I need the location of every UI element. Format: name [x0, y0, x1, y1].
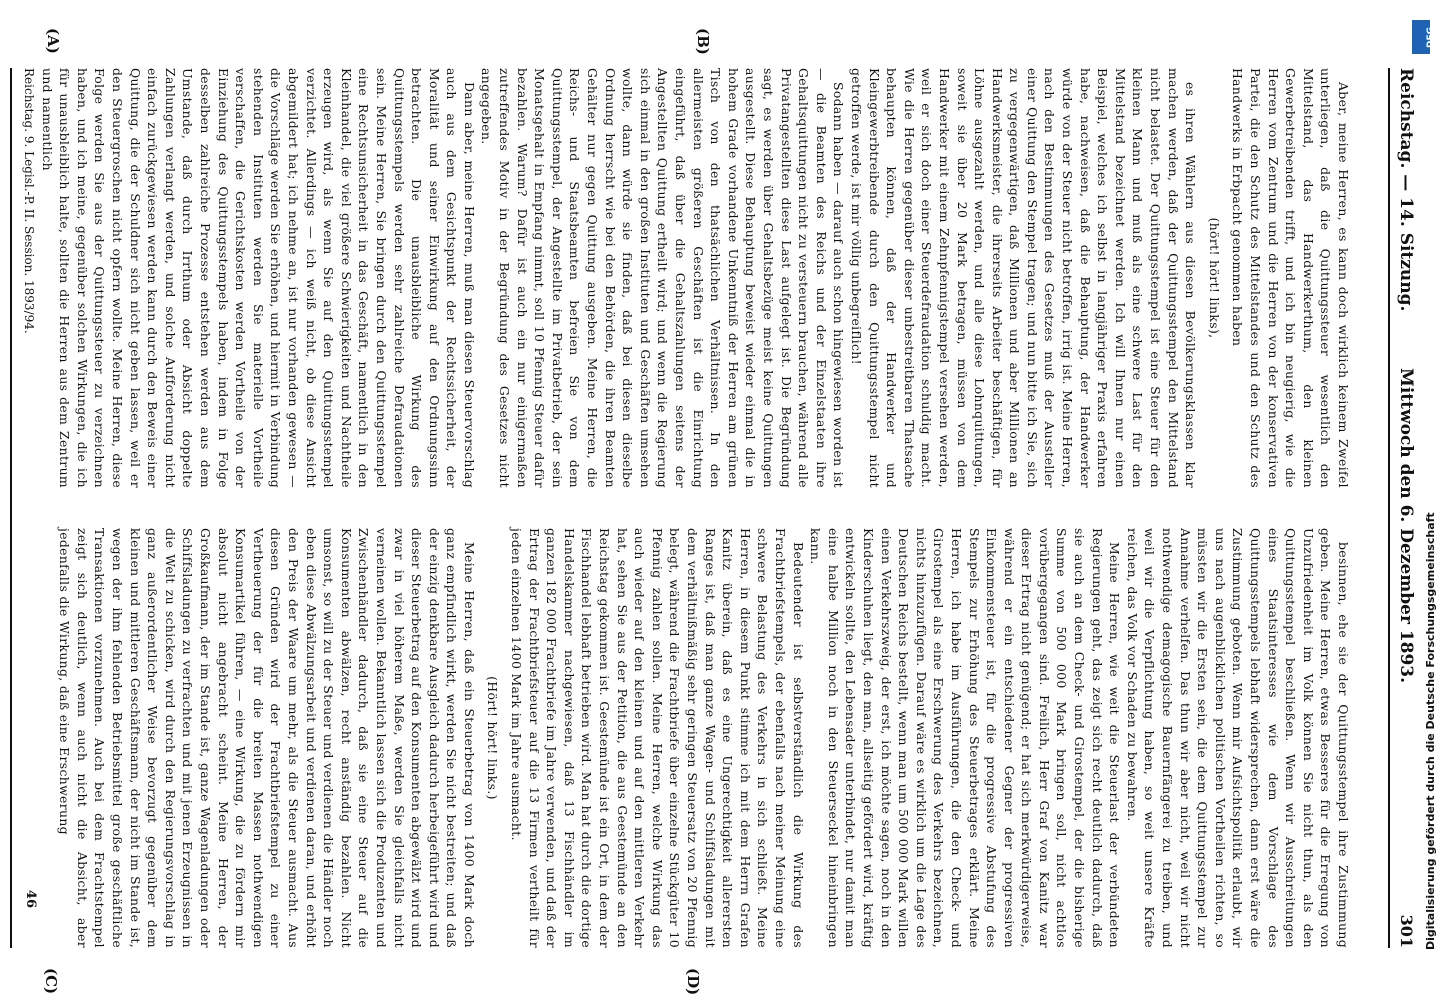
footer-sheet-number: 46: [23, 889, 38, 908]
header-date: Mittwoch den 6. Dezember 1893.: [1396, 368, 1416, 684]
interjection: (hört! hört! links),: [1206, 217, 1222, 339]
right-column: [42, 528, 1352, 948]
paragraph: Meine Herren, wie weit die Steuerlast der verbündeten Regierungen geht, das zeigt sich recht deutlich dadurch, daß sie auch an dem Check- und Girostempel, der die bisherige Summe von 500 000 Mark bringen soll, nicht achtlos vorübergegangen sind. Freilich, Herr Graf von Kanitz war dieser Ertrag nicht genügend; er hat sich merkwürdigerweise, während er ein entschiedener Gegner der progressiven Einkommensteuer ist, für die progressive Abstufung des Stempels zur Erhöhung des Steuerbetrages erklärt. Meine Herren, ich habe im Ausführungen, die den Check- und Girostempel als eine Erschwerung des Verkehrs bezeichnen, nichts hinzuzufügen. Darauf wäre es wirklich um die Lage des Deutschen Reichs bestellt, wenn man um 500 000 Mark willen einen Verkehrszweig, der erst, ich möchte sagen, noch in den Kinderschuhen liegt, den man, allseitig gefördert wird, kräftig entwickeln sollte, den Lebensader unterbindet, nur damit man eine halbe Million noch in den Steuerseckel hineinbringen kann.: [808, 528, 1123, 948]
paragraph: es ihren Wählern aus diesen Bevölkerungsklassen klar machen werden, daß der Quittungsstempel den Mittelstand nicht belastet. Der Quittungsstempel ist eine Steuer für den kleinen Mann und muß als eine schwere Last für den Mittelstand bezeichnet werden. Ich will Ihnen nur einen Beispiel, welches ich selbst in langjähriger Praxis erfahren habe, nachweisen, daß die Behauptung, der Handwerker würde von der Steuer nicht betroffen, irrig ist. Meine Herren, nach den Bestimmungen des Gesetzes muß der Aussteller einer Quittung den Stempel tragen; und nun bitte ich Sie, sich zu vergegenwärtigen, daß Millionen und aber Millionen an Handwerksmeister, die ihrerseits Arbeiter beschäftigen, für Löhne ausgezahlt werden, und alle diese Lohnquittungen, soweit sie über 20 Mark betragen, müssen von dem Handwerker mit einem Zehnpfennigstempel versehen werden, weil er sich doch einer Steuerdefraudation schuldig macht. Wie die Herren gegenüber dieser unbestreitbaren Thatsache behaupten können, daß der Handwerker und Kleingewerbtreibende durch den Quittungsstempel nicht getroffen werde, ist mir völlig unbegreiflich!: [848, 68, 1199, 488]
digitization-credit: Digitalisierung gefördert durch die Deutsche Forschungsgemeinschaft: [1424, 512, 1437, 950]
paragraph: Bedeutender ist selbstverständlich die Wirkung des Frachtbriefstempels, der ebenfalls nach meiner Meinung eine schwere Belastung des Verkehrs in sich schließt. Meine Herren, in diesem Punkt stimme ich mit dem Herrn Grafen Kanitz überein, daß es eine Ungerechtigkeit allerersten Ranges ist, daß man ganze Wagen- und Schiffsladungen mit dem verhältnißmäßig sehr geringen Steuersatz von 20 Pfennig belegt, während die Frachtbriefe über einzelne Stückgüter 10 Pfennig zahlen sollen. Meine Herren, welche Wirkung das auch wieder auf den kleinen und auf den mittleren Verkehr hat, sehen Sie aus der Petition, die aus Geestemünde an den Reichstag gekommen ist. Geestemünde ist ein Ort, in dem der Fischhandel lebhaft betrieben wird. Man hat durch die dortige Handelskammer nachgewiesen, daß 13 Fischhändler im ganzen 182 000 Frachtbriefe im Jahre verwenden, und daß der Ertrag der Frachtbriefsteuer auf die 13 Firmen vertheilt für jeden einzelnen 1400 Mark im Jahre ausmacht.: [509, 528, 806, 948]
margin-mark-b: (B): [694, 28, 712, 55]
digitization-sidebar: [1410, 20, 1437, 960]
paragraph: Aber, meine Herren, es kann doch wirklich keinem Zweifel unterliegen, daß die Quittungssteuer wesentlich den Mittelstand, das Handwerkerthum, den kleinen Gewerbetreibenden trifft, und ich bin neugierig, wie die Herren vom Zentrum und die Herren von der konservativen Partei, die den Schutz des Mittelstandes und den Schutz des Handwerks in Erbpacht genommen haben: [1230, 68, 1351, 488]
paragraph: Meine Herren, daß ein Steuerbetrag von 1400 Mark doch ganz empfindlich wirkt, werden Sie nicht bestreiten; und daß der einzig denkbare Ausgleich dadurch herbeigeführt wird und dieser Steuerbetrag auf den Konsumenten abgewälzt wird und zwar in viel höherem Maße, werden Sie gleichfalls nicht verneinen wollen. Bekanntlich lassen sich die Produzenten und Zwischenhändler dadurch, daß sie eine Steuer auf die Konsumenten abwälzen, recht anständig bezahlen. Nicht umsonst, so will zu der Steuer und verdienen die Händler noch eben diese Abwälzungsarbeit und verdienen daran, und erhöht den Preis der Waare um mehr, als die Steuer ausmacht. Aus diesen Gründen wird der Frachtbriefstempel zu einer Vertheuerung der für die breiten Massen nothwendigen Konsumartikel führen, — eine Wirkung, die zu fördern mir absolut nicht angebracht scheint. Meine Herren, der Großkaufmann, der im Stande ist, ganze Wagenladungen oder Schiffsladungen zu verfrachten und mit jenen Erzeugnissen in die Welt zu schicken, wird durch den Regierungsvorschlag in ganz außerordentlicher Weise bevorzugt gegenüber dem kleinen und mittleren Geschäftsmann, der nicht im Stande ist, wegen der ihm fehlenden Betriebsmittel große geschäftliche Transaktionen vorzunehmen. Auch bei dem Frachtstempel zeigt sich deutlich, wenn auch nicht die Absicht, aber jedenfalls die Wirkung, daß eine Erschwerung: [57, 528, 477, 948]
paragraph: besinnen, ehe sie der Quittungsstempel ihre Zustimmung geben. Meine Herren, etwas Besseres für die Erregung von Unzufriedenheit im Volk können Sie nicht thun, als den Quittungsstempel beschließen. Wenn wir Ausschreitungen eines Staatsinteresses wie dem Vorschlage des Quittungsstempels lebhaft widersprechen, dann erst wäre die Zustimmung geboten. Wenn mir Aufsichtspolitik erlaubt, wir uns nach augenblicklichen politischen Vortheilen richten, so müssten wir die Ersten sein, die dem Quittungsstempel zur Annahme verhelfen. Das thun wir aber nicht, weil wir nicht nothwendige demagogische Bauernfängerei zu treiben, und weil wir die Verpflichtung haben, so weit unsere Kräfte reichen, das Volk vor Schaden zu bewahren.: [1124, 528, 1351, 948]
paragraph: Dann aber, meine Herren, muß man diesen Steuervorschlag auch aus dem Gesichtspunkt der Rechtssicherheit, der Moralität und seiner Einwirkung auf den Ordnungssinn betrachten. Die unausbleibliche Wirkung des Quittungsstempels werden sehr zahlreiche Defraudationen sein. Meine Herren, Sie bringen durch den Quittungsstempel eine Rechtsunsicherheit in das Geschäft, namentlich in den Kleinhandel, die viel größere Schwierigkeiten und Nachtheile erzeugen wird, als wenn Sie auf den Quittungsstempel verzichtet. Allerdings — ich weiß nicht, ob diese Ansicht abgemildert hat; ich nehme an, ist nur vorhanden gewesen — die Vorschläge werden Sie erhöhen, und hiermit in Verbindung stehenden Instituten werden Sie materielle Vortheile verschaffen, die Gerichtskosten werden Vortheile von der Einziehung des Quittungsstempels haben, indem in Folge desselben zahlreiche Prozesse entstehen werden aus dem Umstande, daß durch Irrthum oder Absicht doppelte Zahlungen verlangt werden, und solche Aufforderung nicht einfach zurückgewiesen werden kann durch den Beweis einer Quittung, die der Schuldner sich nicht geben lassen, weil er den Steuergroschen nicht opfern wollte. Meine Herren, diese Folge werden Sie aus der Quittungssteuer zu verzeichnen haben, und ich meine, gegenüber solchen Wirkungen, die ich für unausbleiblich halte, sollten die Herren aus dem Zentrum und namentlich: [39, 68, 477, 488]
interjection: (Hört! hört! links.): [485, 676, 501, 800]
left-column: [39, 68, 1352, 488]
footer-session-info: Reichstag. 9. Legisl.-P. II. Session. 1893/94.: [22, 68, 36, 334]
margin-mark-c: (C): [42, 968, 60, 995]
margin-mark-d: (D): [684, 968, 702, 996]
margin-mark-a: (A): [44, 28, 62, 54]
dfg-logo: DFG: [1412, 20, 1430, 54]
header-left: Reichstag. — 14. Sitzung.: [1396, 68, 1416, 312]
page-footer: [14, 68, 38, 948]
header-rule: [10, 68, 12, 948]
page-number: 301: [1397, 914, 1416, 948]
paragraph: Sodann haben — darauf auch schon hingewiesen worden ist — die Beamten des Reichs und der Einzelstaaten ihre Gehaltsquittungen nicht zu versteuern brauchen, während alle Privatangestellten diese Last aufgelegt ist. Die Begründung sagt, es werden über Gehaltsbezüge meist keine Quittungen ausgestellt. Diese Behauptung beweist wieder einmal die in hohem Grade vorhandene Unkenntniß der Herren am grünen Tisch von den thatsächlichen Verhältnissen. In den allermeisten größeren Geschäften ist die Einrichtung eingeführt, daß über die Gehaltszahlungen seitens der Angestellten Quittung ertheilt wird; und wenn die Regierung sich einmal in den großen Instituten und Geschäften umsehen wollte, dann würde sie finden, daß bei diesen dieselbe Ordnung herrscht wie bei den Behörden, die ihren Beamten Gehälter nur gegen Quittung ausgeben. Meine Herren, die Reichs- und Staatsbeamten befreien Sie von dem Quittungsstempel, der Angestellte im Privatbetrieb, der sein Monatsgehalt in Empfang nimmt, soll 10 Pfennig Steuer dafür bezahlen. Warum? Dafür ist auch ein nur einigermaßen zutreffendes Motiv in der Begründung des Gesetzes nicht angegeben.: [479, 68, 847, 488]
